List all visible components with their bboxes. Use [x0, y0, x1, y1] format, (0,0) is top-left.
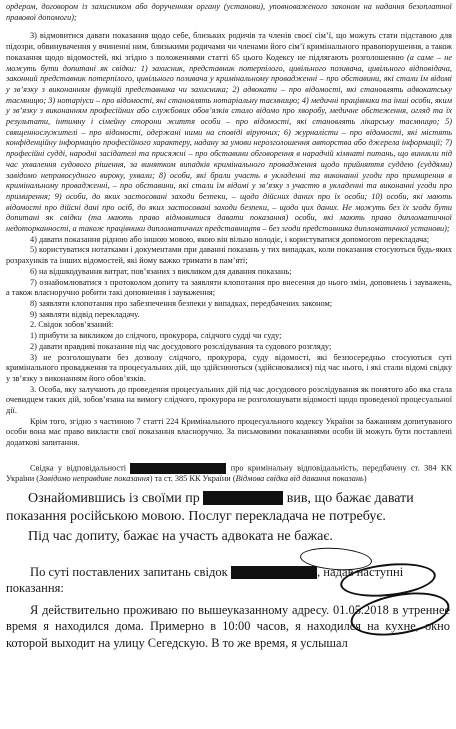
- warning-mid: про кримінальну відповідальність, передбачену ст. 384 КК України (: [6, 463, 452, 483]
- rights-item-4: 4) давати показання рідною або іншою мовою, якою він вільно володіє, і користуватися допомогою перекладача;: [30, 234, 430, 244]
- duty-item-3: 3) не розголошувати без дозволу слідчого, прокурора, суду відомості, які безпосередньо стосуються суті кримінального провадження та процесуальних дій, що здійснюються (здійснювалися) під час нього, і які стали відомі свідку у зв’язку з виконанням його обов’язків.: [6, 352, 452, 383]
- duties-heading: 2. Свідок зобов’язаний:: [30, 320, 114, 330]
- rights-item-9: 9) заявляти відвід перекладачу.: [30, 309, 140, 319]
- warning-article-384: Завідомо неправдиве показання: [39, 473, 150, 483]
- essence-before: По суті поставлених запитань свідок: [30, 564, 228, 579]
- warning-paragraph: [0, 463, 456, 485]
- rights-item-7: 7) ознайомлюватися з протоколом допиту та заявляти клопотання про внесення до нього змін, доповнень і зауважень, а також власноручно робити такі доповнення і зауваження;: [6, 277, 452, 298]
- language-statement: [0, 490, 456, 526]
- testimony-text: Я действительно проживаю по вышеуказанному адресу. 01.05.2018 в утреннее время я находился дома. Примерно в 10:00 часов, я находился на кухне, окно которой выходит на улицу Сегедскую. В то же время, я услышал: [6, 602, 450, 650]
- warning-end: ): [363, 473, 367, 483]
- rights-item-5: 5) користуватися нотатками і документами при даванні показань у тих випадках, коли показання стосуються будь-яких розрахунків та інших відомостей, які йому важко тримати в пам’яті;: [6, 245, 452, 266]
- duty-item-1: 1) прибути за викликом до слідчого, прокурора, слідчого судді чи суду;: [30, 331, 282, 341]
- lawyer-statement: Під час допиту, бажає на участь адвоката не бажає.: [28, 528, 333, 544]
- duty-item-2: 2) давати правдиві показання під час досудового розслідування та судового розгляду;: [30, 341, 332, 351]
- warning-article-385: Відмова свідка від давання показань: [235, 473, 364, 483]
- language-statement-after: вив, що бажає давати показання російською мовою. Послуг перекладача не потребує.: [6, 490, 414, 524]
- clause-3-italic: (а саме – не можуть бути допитані як свідки: 1) захисник, представник потерпілого, цивільного позивача, цивільного відповідача, законний представник потерпілого, цивільного позивача у кримінальному провадженні – про обставини, які стали їм відомі у зв’язку з виконанням функцій представника чи захисника; 2) адвокати – про відомості, які становлять адвокатську таємницю; 3) нотаріуси – про відомості, які становлять нотаріальну таємницю; 4) медичні працівники та інші особи, яким у зв’язку з виконанням професійних або службових обов’язків стало відомо про хворобу, медичне обстеження, огляд та їх результати, інтимну і сімейну сторони життя особи – про відомості, які становлять лікарську таємницю; 5) священнослужителі – про відомості, одержані ними на сповіді віруючих; 6) журналісти – про відомості, які містять конфіденційну інформацію професійного характеру, надану за умови нерозголошення авторства або джерела інформації; 7) професійні судді, народні засідателі та присяжні – про обставини обговорення в нарадчій кімнаті питань, що виникли під час ухвалення судового рішення, за винятком випадків кримінального провадження щодо прийняття суддею (суддями) завідомо неправосудного вироку, ухвали; 8) особи, які брали участь в укладенні та виконанні угоди про примирення в кримінальному провадженні, – про обставини, які стали їм відомі у зв’язку з участю в укладенні та виконанні угоди про примирення; 9) особи, до яких застосовані заходи безпеки, – щодо дійсних даних про їх особи; 10) особи, які мають відомості про дійсні дані про осіб, до яких застосовані заходи безпеки, – щодо цих даних. Не можуть без їх згоди бути допитані як свідки (та мають право відмовитися давати показання) особи, які мають право дипломатичної недоторканності, а також працівники дипломатичних представництв – без згоди представника дипломатичної установи);: [6, 52, 453, 234]
- clause-3-paragraph: [0, 31, 456, 234]
- top-paragraph: ордером, договором із захисником або дорученням органу (установи), уповноваженого законом на надання безоплатної правової допомоги);: [6, 2, 452, 22]
- clause-3-plain: 3) відмовитися давати показання щодо себе, близьких родичів та членів своєї сім’ї, що можуть стати підставою для підозри, обвинувачення у вчиненні ним, близькими родичами чи членами його сім’ї кримінального правопорушення, а також показання щодо відомостей, які згідно з положеннями статті 65 цього Кодексу не підлягають розголошенню: [6, 31, 452, 62]
- redaction-box: [231, 566, 317, 579]
- redaction-box: [130, 463, 226, 474]
- clause-3-witness: 3. Особа, яку залучають до проведення процесуальних дій під час досудового розслідування як понятого або яка стала очевидцем таких дій, зобов’язана на вимогу слідчого, прокурора не розголошувати відомості щодо проведеної процесуальної дії.: [6, 384, 452, 416]
- warning-mid2: ) та ст. 385 КК України (: [149, 473, 236, 483]
- warning-pre: Свідка у відповідальності: [30, 463, 127, 473]
- redaction-box: [203, 491, 283, 505]
- clause-art-224: Крім того, згідно з частиною 7 статті 224 Кримінального процесуального кодексу України за бажанням допитуваного особи вона має право викласти свої показання власноручно. За письмовими показаннями особи їй можуть бути поставлені додаткові запитання.: [6, 416, 452, 448]
- rights-item-8: 8) заявляти клопотання про забезпечення безпеки у випадках, передбачених законом;: [30, 298, 333, 308]
- essence-after: , надав наступні показання:: [6, 564, 404, 595]
- rights-item-6: 6) на відшкодування витрат, пов’язаних з викликом для давання показань;: [30, 266, 292, 276]
- language-statement-before: Ознайомившись із своїми пр: [28, 490, 200, 506]
